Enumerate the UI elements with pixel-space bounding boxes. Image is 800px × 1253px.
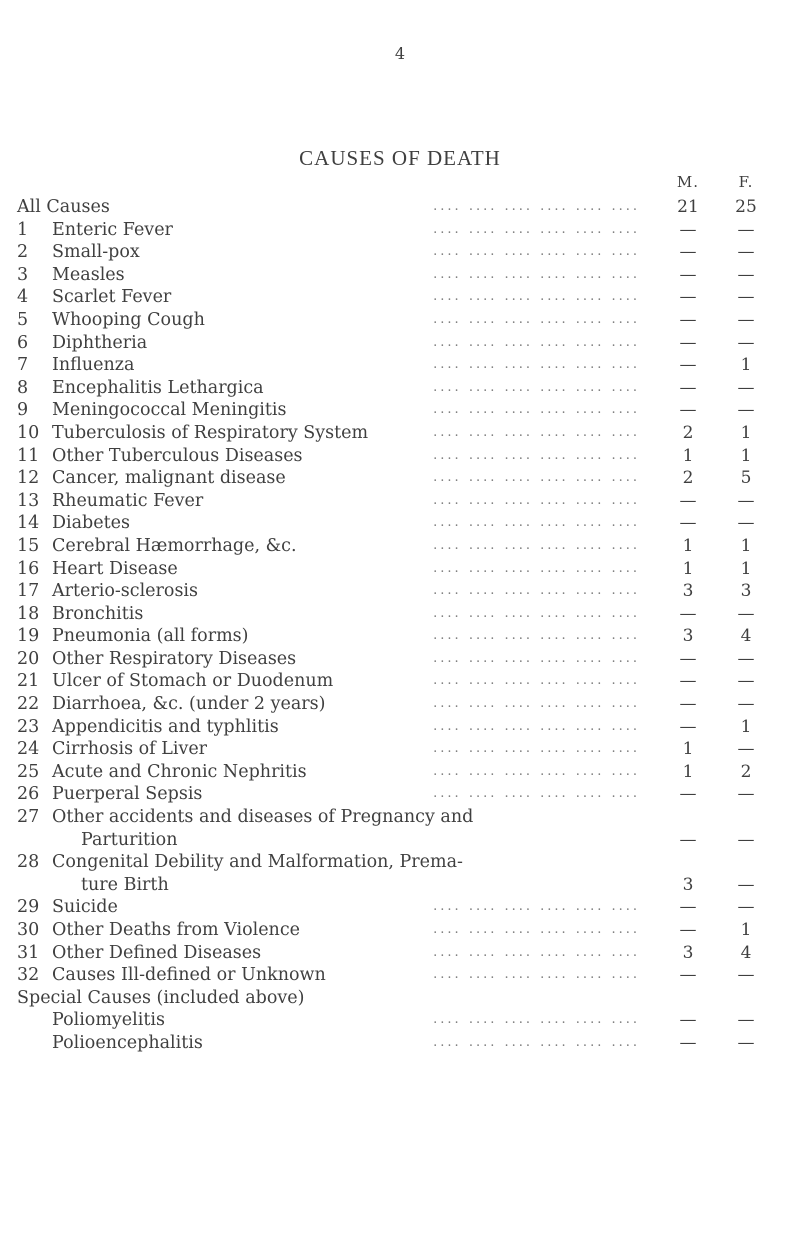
table-row — [0, 693, 800, 716]
dot-leader: .... .... .... .... .... .... — [433, 605, 640, 621]
table-row — [0, 851, 800, 896]
table-row — [0, 580, 800, 603]
female-count: — — [737, 242, 755, 263]
male-count: 3 — [682, 874, 694, 895]
female-count: — — [737, 287, 755, 308]
row-label: Suicide — [52, 897, 118, 918]
dot-leader: .... .... .... .... .... .... — [433, 583, 640, 599]
row-label-line2: Parturition — [81, 829, 178, 850]
table-row — [0, 264, 800, 287]
row-label: Cirrhosis of Liver — [52, 739, 208, 760]
cause-rows — [0, 219, 800, 806]
table-row — [0, 535, 800, 558]
female-count: 5 — [740, 468, 752, 489]
dot-leader: .... .... .... .... .... .... — [433, 560, 640, 576]
female-count: — — [737, 1010, 755, 1031]
row-label: Diphtheria — [52, 332, 148, 353]
table-row — [0, 603, 800, 626]
male-count: — — [679, 784, 697, 805]
male-count: — — [679, 219, 697, 240]
male-count: 3 — [682, 942, 694, 963]
table-row — [0, 738, 800, 761]
table-row — [0, 309, 800, 332]
special-causes-heading-row — [0, 987, 800, 1010]
dot-leader: .... .... .... .... .... .... — [433, 424, 640, 440]
dot-leader: .... .... .... .... .... .... — [433, 628, 640, 644]
female-count: — — [737, 694, 755, 715]
male-count: — — [679, 513, 697, 534]
dot-leader: .... .... .... .... .... .... — [433, 266, 640, 282]
female-count: — — [737, 965, 755, 986]
row-label: Heart Disease — [52, 558, 178, 579]
female-count: 1 — [740, 716, 752, 737]
dot-leader: .... .... .... .... .... .... — [433, 763, 640, 779]
male-count: — — [679, 1010, 697, 1031]
female-count: — — [737, 1032, 755, 1053]
row-number: 16 — [17, 558, 40, 579]
table-row — [0, 490, 800, 513]
row-number: 18 — [17, 603, 40, 624]
female-count: — — [737, 377, 755, 398]
causes-table — [0, 196, 800, 1055]
row-number: 17 — [17, 581, 40, 602]
dot-leader: .... .... .... .... .... .... — [433, 718, 640, 734]
row-label: Diabetes — [52, 513, 130, 534]
row-number: 1 — [17, 219, 29, 240]
row-label: Meningococcal Meningitis — [52, 400, 287, 421]
row-label: Cerebral Hæmorrhage, &c. — [52, 535, 297, 556]
row-number: 21 — [17, 671, 40, 692]
male-count: 1 — [682, 739, 694, 760]
male-count: 3 — [682, 581, 694, 602]
row-label: Acute and Chronic Nephritis — [52, 761, 307, 782]
male-count: — — [679, 603, 697, 624]
row-label-line1: Congenital Debility and Malformation, Prema- — [52, 852, 463, 873]
row-label: Other Tuberculous Diseases — [52, 445, 303, 466]
row-label-line2: ture Birth — [81, 874, 169, 895]
female-count: — — [737, 671, 755, 692]
row-number: 30 — [17, 920, 40, 940]
page-number: 4 — [394, 44, 406, 63]
row-number: 28 — [17, 852, 40, 873]
dot-leader: .... .... .... .... .... .... — [433, 922, 640, 937]
table-row — [0, 399, 800, 422]
male-count: 2 — [682, 422, 694, 443]
dot-leader: .... .... .... .... .... .... — [433, 899, 640, 915]
row-number: 24 — [17, 739, 40, 760]
female-count: — — [737, 897, 755, 918]
row-label: Small-pox — [52, 242, 140, 263]
row-label: Bronchitis — [52, 603, 144, 624]
table-row — [0, 716, 800, 739]
male-count: — — [679, 829, 697, 850]
row-number: 2 — [17, 242, 29, 263]
male-count: 1 — [682, 558, 694, 579]
table-row — [0, 942, 800, 965]
row-number: 12 — [17, 468, 40, 489]
male-count: — — [679, 965, 697, 986]
table-row — [0, 467, 800, 490]
row-number: 4 — [17, 287, 29, 308]
male-count: — — [679, 648, 697, 669]
table-row — [0, 648, 800, 671]
dot-leader: .... .... .... .... .... .... — [433, 673, 640, 689]
dot-leader: .... .... .... .... .... .... — [433, 334, 640, 350]
female-count: 1 — [740, 355, 752, 376]
table-row — [0, 761, 800, 784]
dot-leader: .... .... .... .... .... .... — [433, 402, 640, 418]
row-label: Encephalitis Lethargica — [52, 377, 264, 398]
female-count: — — [737, 603, 755, 624]
male-count: — — [679, 377, 697, 398]
row-number: 32 — [17, 965, 40, 986]
dot-leader: .... .... .... .... .... .... — [433, 515, 640, 531]
row-label: Enteric Fever — [52, 219, 173, 240]
column-header-male: M. — [676, 173, 700, 191]
cause-rows-tail — [0, 896, 800, 986]
row-label: Pneumonia (all forms) — [52, 626, 249, 647]
table-row — [0, 1009, 800, 1032]
row-label: Ulcer of Stomach or Duodenum — [52, 671, 334, 692]
all-causes-row — [0, 196, 800, 219]
table-row — [0, 241, 800, 264]
row-number: 10 — [17, 422, 40, 443]
row-number: 13 — [17, 490, 40, 511]
row-label: Other Defined Diseases — [52, 942, 262, 963]
dot-leader: .... .... .... .... .... .... — [433, 492, 640, 508]
table-row — [0, 445, 800, 468]
female-count: 4 — [740, 626, 752, 647]
row-label-line1: Other accidents and diseases of Pregnancy and — [52, 807, 474, 828]
row-number: 6 — [17, 332, 29, 353]
row-number: 3 — [17, 264, 29, 285]
male-count: 21 — [677, 197, 699, 217]
male-count: — — [679, 332, 697, 353]
row-label: Tuberculosis of Respiratory System — [52, 422, 369, 443]
row-number: 22 — [17, 694, 40, 715]
table-row — [0, 964, 800, 987]
female-count: — — [737, 874, 755, 895]
table-row — [0, 332, 800, 355]
row-number: 25 — [17, 761, 40, 782]
table-row — [0, 783, 800, 806]
male-count: — — [679, 490, 697, 511]
female-count: — — [737, 332, 755, 353]
row-number: 26 — [17, 784, 40, 805]
male-count: — — [679, 309, 697, 330]
row-number: 19 — [17, 626, 40, 647]
dot-leader: .... .... .... .... .... .... — [433, 1034, 640, 1050]
row-label: Appendicitis and typhlitis — [52, 716, 279, 737]
row-number: 23 — [17, 716, 40, 737]
row-number: 9 — [17, 400, 29, 421]
row-number: 29 — [17, 897, 40, 918]
dot-leader: .... .... .... .... .... .... — [433, 741, 640, 757]
table-row — [0, 806, 800, 851]
row-number: 20 — [17, 648, 40, 669]
dot-leader: .... .... .... .... .... .... — [433, 1012, 640, 1028]
female-count: 1 — [740, 920, 752, 940]
dot-leader: .... .... .... .... .... .... — [433, 379, 640, 395]
row-label: Poliomyelitis — [52, 1010, 165, 1031]
dot-leader: .... .... .... .... .... .... — [433, 357, 640, 373]
female-count: 25 — [735, 197, 757, 217]
male-count: — — [679, 897, 697, 918]
table-row — [0, 919, 800, 942]
row-number: 5 — [17, 309, 29, 330]
row-label: Whooping Cough — [52, 309, 205, 330]
dot-leader: .... .... .... .... .... .... — [433, 289, 640, 305]
dot-leader: .... .... .... .... .... .... — [433, 650, 640, 666]
male-count: 1 — [682, 761, 694, 782]
special-causes-rows — [0, 1009, 800, 1054]
female-count: — — [737, 739, 755, 760]
dot-leader: .... .... .... .... .... .... — [433, 470, 640, 486]
table-row — [0, 670, 800, 693]
table-row — [0, 377, 800, 400]
dot-leader: .... .... .... .... .... .... — [433, 537, 640, 553]
female-count: — — [737, 490, 755, 511]
row-label: Diarrhoea, &c. (under 2 years) — [52, 694, 326, 715]
row-label: Polioencephalitis — [52, 1032, 203, 1053]
table-row — [0, 512, 800, 535]
table-row — [0, 1032, 800, 1055]
female-count: — — [737, 784, 755, 805]
dot-leader: .... .... .... .... .... .... — [433, 221, 640, 237]
table-row — [0, 219, 800, 242]
female-count: 3 — [740, 581, 752, 602]
row-label: Puerperal Sepsis — [52, 784, 203, 805]
row-number: 8 — [17, 377, 29, 398]
dot-leader: .... .... .... .... .... .... — [433, 447, 640, 463]
female-count: — — [737, 513, 755, 534]
dot-leader: .... .... .... .... .... .... — [433, 199, 640, 214]
male-count: — — [679, 920, 697, 940]
row-number: 27 — [17, 807, 40, 828]
table-row — [0, 354, 800, 377]
row-label: Other Respiratory Diseases — [52, 648, 297, 669]
row-label: Measles — [52, 264, 125, 285]
special-causes-heading: Special Causes (included above) — [17, 987, 305, 1008]
row-label: Scarlet Fever — [52, 287, 172, 308]
male-count: — — [679, 671, 697, 692]
row-label — [52, 806, 672, 851]
female-count: 1 — [740, 422, 752, 443]
dot-leader: .... .... .... .... .... .... — [433, 944, 640, 960]
male-count: 1 — [682, 535, 694, 556]
row-label: Arterio-sclerosis — [52, 581, 198, 602]
male-count: — — [679, 716, 697, 737]
male-count: — — [679, 242, 697, 263]
female-count: 1 — [740, 445, 752, 466]
male-count: — — [679, 287, 697, 308]
dot-leader: .... .... .... .... .... .... — [433, 311, 640, 327]
female-count: — — [737, 264, 755, 285]
row-label: Rheumatic Fever — [52, 490, 204, 511]
row-label: Influenza — [52, 355, 135, 376]
table-row — [0, 286, 800, 309]
table-row — [0, 558, 800, 581]
table-row — [0, 422, 800, 445]
column-header-female: F. — [738, 173, 754, 191]
female-count: — — [737, 400, 755, 421]
male-count: 2 — [682, 468, 694, 489]
male-count: — — [679, 1032, 697, 1053]
male-count: 3 — [682, 626, 694, 647]
row-number: 11 — [17, 445, 40, 466]
row-label — [52, 851, 672, 896]
male-count: — — [679, 264, 697, 285]
dot-leader: .... .... .... .... .... .... — [433, 244, 640, 260]
row-label: Cancer, malignant disease — [52, 468, 286, 489]
table-row — [0, 896, 800, 919]
female-count: — — [737, 309, 755, 330]
male-count: — — [679, 355, 697, 376]
page-title: CAUSES OF DEATH — [299, 146, 501, 170]
female-count: — — [737, 648, 755, 669]
female-count: — — [737, 829, 755, 850]
female-count: 1 — [740, 558, 752, 579]
row-label: Causes Ill-defined or Unknown — [52, 965, 326, 986]
female-count: 2 — [740, 761, 752, 782]
row-number: 15 — [17, 535, 40, 556]
male-count: 1 — [682, 445, 694, 466]
row-number: 14 — [17, 513, 40, 534]
table-row — [0, 625, 800, 648]
female-count: 4 — [740, 942, 752, 963]
dot-leader: .... .... .... .... .... .... — [433, 786, 640, 802]
female-count: 1 — [740, 535, 752, 556]
male-count: — — [679, 400, 697, 421]
row-label: Other Deaths from Violence — [52, 920, 300, 940]
row-number: 7 — [17, 355, 29, 376]
row-label: All Causes — [17, 197, 110, 217]
dot-leader: .... .... .... .... .... .... — [433, 967, 640, 983]
female-count: — — [737, 219, 755, 240]
dot-leader: .... .... .... .... .... .... — [433, 696, 640, 712]
row-number: 31 — [17, 942, 40, 963]
male-count: — — [679, 694, 697, 715]
